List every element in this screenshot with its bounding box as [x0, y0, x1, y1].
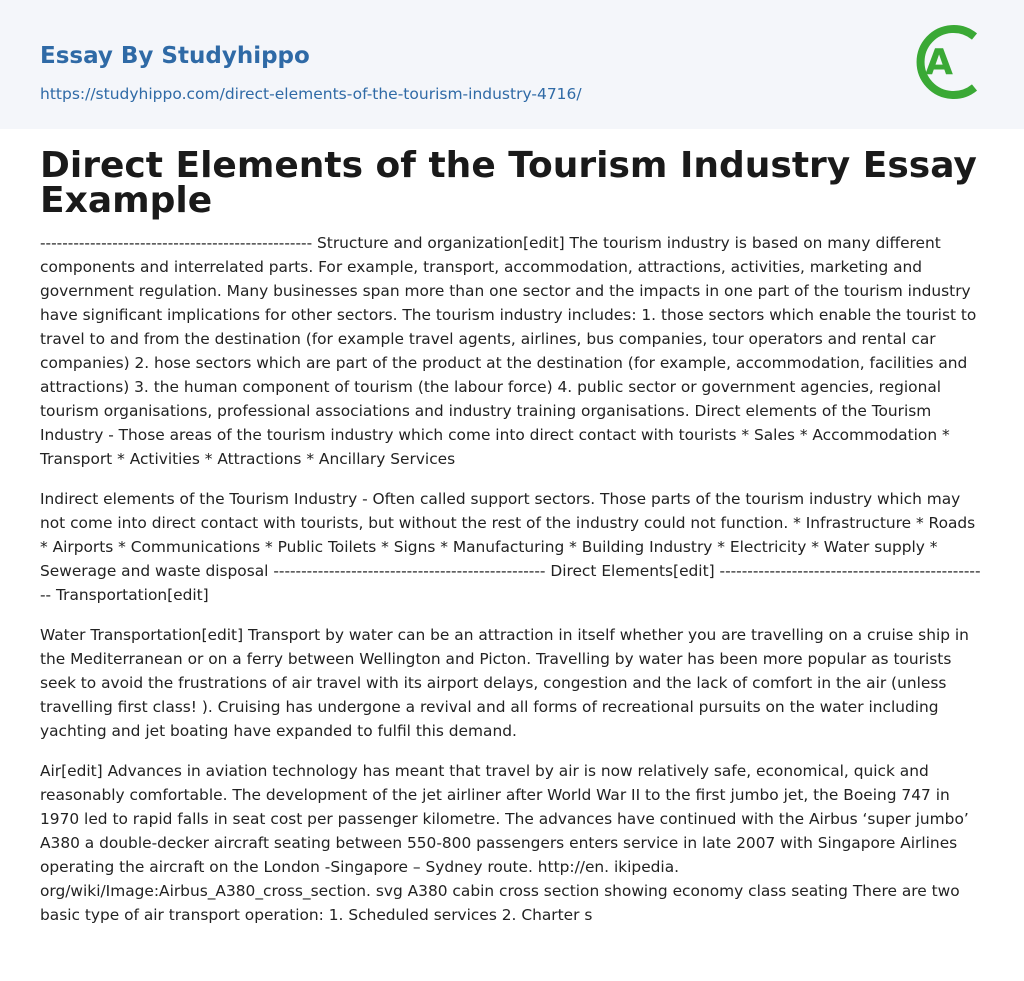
essay-paragraph: Indirect elements of the Tourism Industry - Often called support sectors. Those parts of the tourism industry which may not come into direct contact with tourists, but without the rest of the industry could not function. * Infrastructure * Roads * Airports * Communications * Public Toilets * Signs * Manufacturing * Building Industry * Electricity * Water supply * Sewerage and waste disposal ------------------------------------------------- Direct Elements[edit] ------------------------------------------------- Transportation[edit]	[40, 490, 981, 604]
logo-circle-icon	[911, 18, 987, 106]
source-url-link[interactable]: https://studyhippo.com/direct-elements-of-the-tourism-industry-4716/	[40, 85, 582, 103]
essay-title: Direct Elements of the Tourism Industry Essay Example	[40, 145, 977, 221]
essay-content	[40, 145, 984, 943]
site-header	[0, 0, 1024, 129]
brand-title[interactable]: Essay By Studyhippo	[40, 43, 310, 69]
essay-paragraph: Air[edit] Advances in aviation technology has meant that travel by air is now relatively safe, economical, quick and reasonably comfortable. The development of the jet airliner after World War II to the first jumbo jet, the Boeing 747 in 1970 led to rapid falls in seat cost per passenger kilometre. The advances have continued with the Airbus ‘super jumbo’ A380 a double-decker aircraft seating between 550-800 passengers enters service in late 2007 with Singapore Airlines operating the aircraft on the London -Singapore – Sydney route. http://en. ikipedia. org/wiki/Image:Airbus_A380_cross_section. svg A380 cabin cross section showing economy class seating There are two basic type of air transport operation: 1. Scheduled services 2. Charter s	[40, 762, 969, 924]
essay-paragraph: ------------------------------------------------- Structure and organization[edit] The tourism industry is based on many different components and interrelated parts. For example, transport, accommodation, attractions, activities, marketing and government regulation. Many businesses span more than one sector and the impacts in one part of the tourism industry have significant implications for other sectors. The tourism industry includes: 1. those sectors which enable the tourist to travel to and from the destination (for example travel agents, airlines, bus companies, tour operators and rental car companies) 2. hose sectors which are part of the product at the destination (for example, accommodation, facilities and attractions) 3. the human component of tourism (the labour force) 4. public sector or government agencies, regional tourism organisations, professional associations and industry training organisations. Direct elements of the Tourism Industry - Those areas of the tourism industry which come into direct contact with tourists * Sales * Accommodation * Transport * Activities * Attractions * Ancillary Services	[40, 234, 977, 468]
essay-paragraph: Water Transportation[edit] Transport by water can be an attraction in itself whether you are travelling on a cruise ship in the Mediterranean or on a ferry between Wellington and Picton. Travelling by water has been more popular as tourists seek to avoid the frustrations of air travel with its airport delays, congestion and the lack of comfort in the air (unless travelling first class! ). Cruising has undergone a revival and all forms of recreational pursuits on the water including yachting and jet boating have expanded to fulfil this demand.	[40, 626, 969, 740]
studyhippo-logo[interactable]	[911, 18, 987, 106]
logo-letter: A	[925, 42, 953, 83]
